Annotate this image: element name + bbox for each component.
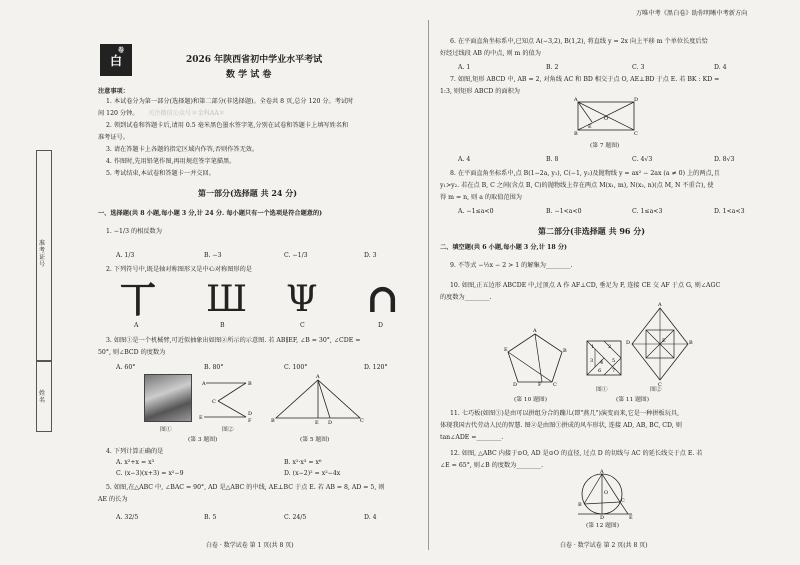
name-label: 姓名 (39, 390, 46, 404)
svg-text:E: E (504, 347, 508, 353)
badge-text: 白 (109, 53, 122, 68)
svg-text:3: 3 (590, 358, 594, 364)
q3-option-b: B. 80° (204, 364, 224, 371)
svg-text:1: 1 (591, 344, 595, 350)
q11-stem-line3: tan∠ADE =________. (440, 434, 504, 441)
q3-stem-line2: 50°, 则∠BCD 的度数为 (98, 349, 166, 356)
q4-option-a: A. x²+x = x³ (116, 459, 155, 466)
q1-option-d: D. 3 (364, 252, 377, 259)
q7-option-b: B. 8 (546, 156, 559, 163)
svg-text:D: D (634, 97, 639, 103)
header-slogan: 万唯中考《黑白卷》助你明晰中考新方向 (636, 10, 748, 17)
q7-figure (574, 98, 638, 136)
svg-text:D: D (626, 340, 631, 346)
q4-option-b: B. x²·x³ = x⁶ (284, 459, 322, 466)
svg-text:2: 2 (608, 344, 612, 350)
q6-option-c: C. 3 (632, 64, 645, 71)
svg-text:F: F (538, 382, 542, 388)
notice-title: 注意事项： (98, 88, 129, 95)
q5-option-c: C. 24/5 (284, 514, 307, 521)
q3-option-a: A. 60° (116, 364, 136, 371)
q11-caption-fig1: 图① (596, 387, 608, 393)
notice-item: 3. 请在答题卡上各题的指定区域内作答,否则作答无效。 (106, 146, 259, 153)
q4-stem: 4. 下列计算正确的是 (106, 448, 164, 455)
q6-option-a: A. 1 (458, 64, 471, 71)
svg-text:B: B (578, 502, 582, 508)
svg-text:E: E (588, 124, 592, 130)
svg-text:C: C (658, 382, 662, 388)
q1-option-c: C. −1/3 (284, 252, 308, 259)
notice-item: 准考证号。 (98, 134, 129, 141)
svg-text:A: A (658, 302, 662, 308)
notice-item: 4. 作图时,先用铅笔作图,再用规范签字笔描黑。 (106, 158, 236, 165)
q5-caption: (第 5 题图) (300, 437, 330, 443)
svg-text:C: C (553, 382, 557, 388)
q1-option-b: B. −3 (204, 252, 222, 259)
q2-stem: 2. 下列符号中,既是轴对称图形又是中心对称图形的是 (106, 266, 252, 273)
q10-caption: (第 10 题图) (514, 397, 547, 403)
q10-stem-line1: 10. 如图,正五边形 ABCDE 中,过顶点 A 作 AF⊥CD, 垂足为 F, 连接 CE 交 AF 于点 G, 则∠AGC (450, 282, 721, 289)
q3-option-c: C. 100° (284, 364, 308, 371)
svg-text:D: D (600, 515, 605, 521)
q8-stem-line3: 得 m = n, 则 a 的取值范围为 (440, 194, 522, 201)
notice-item: 间 120 分钟。 (98, 110, 139, 117)
q5-option-b: B. 5 (204, 514, 217, 521)
robot-arm-photo (144, 374, 192, 422)
q12-caption: (第 12 题图) (586, 523, 619, 529)
q1-option-a: A. 1/3 (116, 252, 135, 259)
svg-text:D: D (513, 382, 518, 388)
q12-stem-line1: 12. 如图, △ABC 内接于⊙O, AD 是⊙O 的直径, 过点 D 的切线与 AC 的延长线交于点 E. 若 (450, 450, 703, 457)
q8-option-d: D. 1<a<3 (714, 208, 745, 215)
page-divider (428, 20, 429, 550)
badge-small-text: 卷 (118, 47, 125, 54)
svg-text:7: 7 (612, 368, 616, 374)
svg-text:A: A (600, 469, 604, 475)
admission-number-label: 准考证号 (39, 240, 46, 268)
footer-right: 白卷 · 数学试卷 第 2 页(共 8 页) (560, 542, 648, 549)
svg-text:C: C (621, 498, 625, 504)
svg-text:6: 6 (598, 368, 602, 374)
q2-symbol-c: Ψ (286, 279, 318, 320)
q6-stem-line2: 好经过线段 AB 的中点, 则 m 的值为 (440, 50, 541, 57)
q2-symbol-a: 丅 (120, 279, 157, 321)
q6-stem-line1: 6. 在平面直角坐标系中,已知点 A(−3,2), B(1,2), 将直线 y = 2x 向上平移 m 个单位长度后恰 (450, 38, 708, 45)
q5-option-a: A. 32/5 (116, 514, 139, 521)
q5-stem-line1: 5. 如图,在△ABC 中, ∠BAC = 90°, AD 是△ABC 的中线, AE⊥BC 于点 E. 若 AB = 8, AD = 5, 则 (106, 484, 385, 491)
q7-stem-line2: 1:3, 则矩形 ABCD 的面积为 (440, 88, 520, 95)
q11-stem-line1: 11. 七巧板(如图①)是由可以拼组分合的蹦儿(即"燕几")演变而来,它是一种拼板玩具, (450, 410, 680, 417)
q5-stem-line2: AE 的长为 (98, 496, 128, 503)
q11-stem-line2: 体现我国古代劳动人民的智慧. 图②是由图①拼成的风车形状, 连接 AD, AB, BC, CD, 则 (440, 422, 682, 429)
q10-figure (504, 330, 566, 386)
q8-stem-line2: y₁>y₂. 若在点 B, C 之间(含点 B, C)的抛物线上存在两点 M(x₁, m), N(x₂, n)(点 M, N 不重合), 使 (440, 182, 714, 189)
notice-item: 2. 领到试卷和答题卡后,请用 0.5 毫米黑色墨水签字笔,分别在试卷和答题卡上填写姓名和 (106, 122, 349, 129)
svg-text:B: B (563, 348, 567, 354)
exam-title: 2026 年陕西省初中学业水平考试 (186, 55, 323, 65)
svg-text:C: C (634, 131, 638, 137)
svg-text:B: B (689, 340, 693, 346)
q3-option-d: D. 120° (364, 364, 388, 371)
q11-figure-1 (586, 340, 622, 376)
q7-stem-line1: 7. 如图,矩形 ABCD 中, AB = 2, 对角线 AC 和 BD 相交于点 O, AE⊥BD 于点 E. 若 BK : KD = (450, 76, 720, 83)
q8-option-b: B. −1<a<0 (546, 208, 582, 215)
q2-label-b: B (220, 322, 225, 329)
svg-text:F: F (248, 418, 252, 424)
q10-stem-line2: 的度数为________. (440, 294, 492, 301)
q3-stem-line1: 3. 如图①是一个机械臂,可近似抽象出如图②所示的示意图. 若 AB∥EF, ∠B = 30°, ∠CDE = (106, 337, 361, 344)
part2-section: 二、填空题(共 6 小题,每小题 3 分,计 18 分) (440, 244, 567, 251)
svg-text:B: B (574, 131, 578, 137)
q2-symbol-d: ∩ (366, 275, 400, 322)
svg-text:4: 4 (600, 360, 604, 366)
svg-text:E: E (629, 515, 633, 521)
notice-item: 1. 本试卷分为第一部分(选择题)和第二部分(非选择题)。全卷共 8 页,总分 120 分。考试时 (106, 98, 354, 105)
svg-text:O: O (604, 116, 609, 122)
svg-text:A: A (202, 381, 206, 387)
notice-item: 5. 考试结束,本试卷和答题卡一并交回。 (106, 170, 215, 177)
notice-watermark: 关注微信公众号＊金科AA＊ (148, 110, 225, 117)
q8-stem-line1: 8. 在平面直角坐标系中,点 B(1−2a, y₁), C(−1, y₂)及抛物线 y = ax² − 2ax (a ≠ 0) 上的两点,且 (450, 170, 720, 177)
q6-option-b: B. 2 (546, 64, 559, 71)
svg-text:D: D (328, 420, 333, 426)
q1-stem: 1. −1/3 的相反数为 (106, 228, 162, 235)
part2-title: 第二部分(非选择题 共 96 分) (538, 226, 646, 236)
q4-option-c: C. (x−3)(x+3) = x²−9 (116, 470, 184, 477)
q8-option-c: C. 1≤a<3 (632, 208, 663, 215)
q9-stem: 9. 不等式 −½x − 2 > 1 的解集为________. (450, 262, 573, 269)
q3-caption: (第 3 题图) (188, 437, 218, 443)
svg-text:C: C (212, 399, 216, 405)
q3-figure-2 (196, 375, 256, 423)
q7-option-c: C. 4√3 (632, 156, 653, 163)
footer-left: 白卷 · 数学试卷 第 1 页(共 8 页) (206, 542, 294, 549)
q5-option-d: D. 4 (364, 514, 377, 521)
svg-text:A: A (316, 374, 320, 380)
q2-symbol-b: Ш (206, 279, 248, 320)
q4-option-d: D. (x−2)² = x²−4x (284, 470, 341, 477)
svg-text:E: E (315, 420, 319, 426)
q2-label-c: C (300, 322, 305, 329)
q6-option-d: D. 4 (714, 64, 727, 71)
q3-caption-fig1: 图① (160, 427, 172, 433)
q12-stem-line2: ∠E = 65°, 则∠B 的度数为________. (440, 462, 544, 469)
q11-figure-2 (626, 302, 693, 388)
q2-label-a: A (134, 322, 139, 329)
q7-caption: (第 7 题图) (590, 143, 620, 149)
svg-text:E: E (662, 338, 666, 344)
q8-option-a: A. −1≤a<0 (458, 208, 494, 215)
part1-title: 第一部分(选择题 共 24 分) (198, 188, 298, 198)
part1-section: 一、选择题(共 8 小题,每小题 3 分,计 24 分. 每小题只有一个选项是符合题意的) (98, 210, 323, 217)
svg-text:C: C (360, 418, 364, 424)
svg-text:D: D (248, 411, 253, 417)
q11-caption-fig2: 图② (650, 387, 662, 393)
svg-text:B: B (271, 418, 275, 424)
exam-subtitle: 数 学 试 卷 (226, 70, 272, 80)
svg-text:O: O (604, 490, 609, 496)
q3-caption-fig2: 图② (222, 427, 234, 433)
exam-badge (100, 44, 132, 76)
svg-text:A: A (533, 328, 537, 334)
q12-figure (574, 469, 634, 521)
q7-option-d: D. 8√3 (714, 156, 735, 163)
svg-text:A: A (574, 97, 578, 103)
q2-label-d: D (378, 322, 383, 329)
q7-option-a: A. 4 (458, 156, 471, 163)
q11-caption: (第 11 题图) (616, 397, 649, 403)
svg-text:E: E (199, 415, 203, 421)
q5-figure (270, 374, 366, 426)
svg-text:B: B (248, 381, 252, 387)
svg-text:5: 5 (612, 358, 616, 364)
